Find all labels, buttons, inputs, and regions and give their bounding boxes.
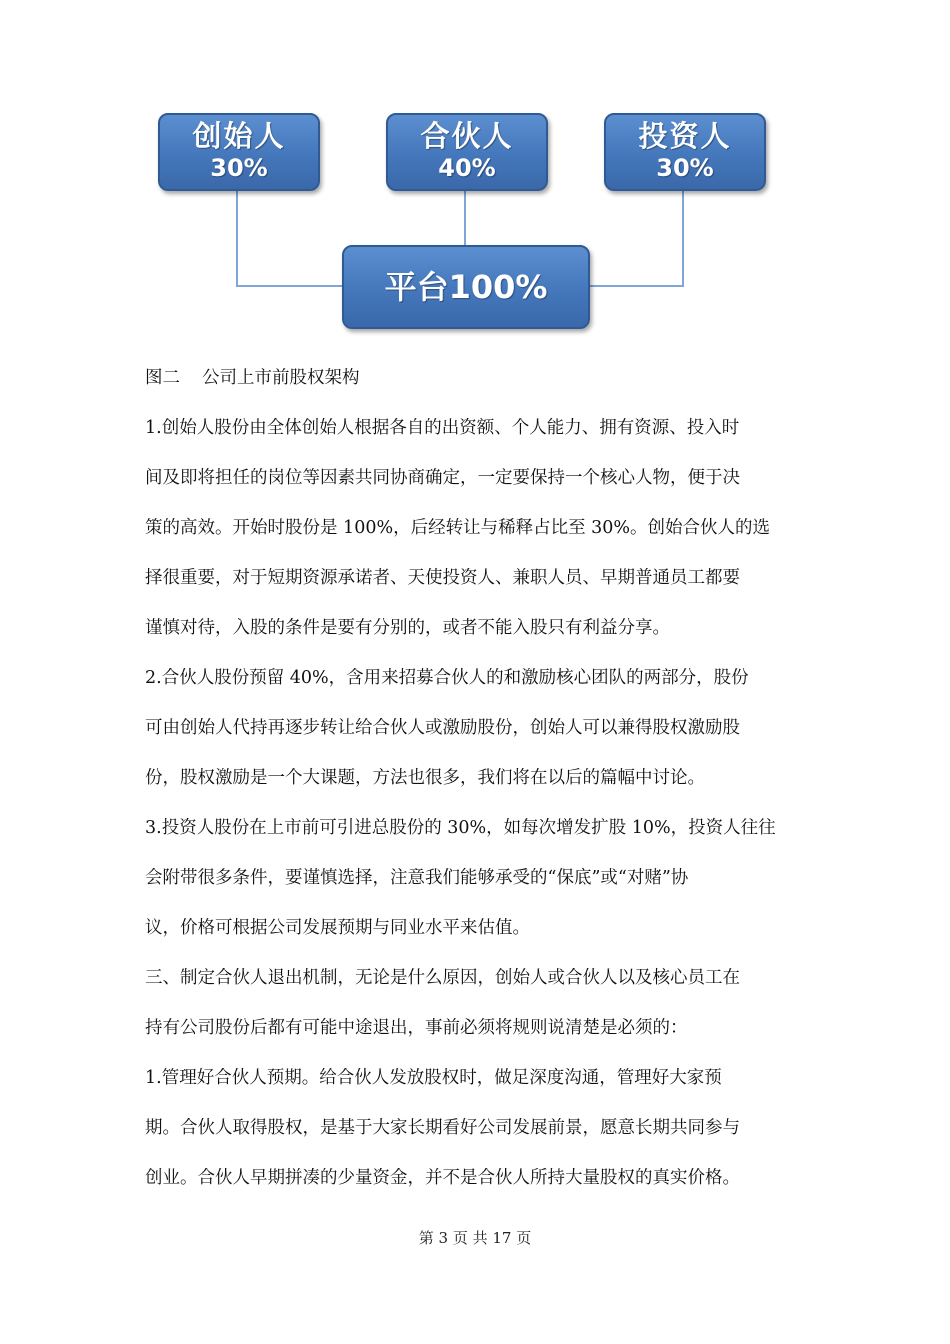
- text-line: 2.合伙人股份预留 40%，含用来招募合伙人的和激励核心团队的两部分，股份: [145, 668, 749, 688]
- partner-name: 合伙人: [420, 119, 514, 153]
- text-line: 可由创始人代持再逐步转让给合伙人或激励股份，创始人可以兼得股权激励股: [145, 718, 740, 738]
- figure-number: 图二: [145, 368, 180, 388]
- founder-connector: [237, 188, 342, 286]
- partner-percent: 40%: [438, 154, 496, 182]
- text-line: 谨慎对待，入股的条件是要有分别的，或者不能入股只有利益分享。: [145, 618, 670, 638]
- text-line: 三、制定合伙人退出机制，无论是什么原因，创始人或合伙人以及核心员工在: [145, 968, 740, 988]
- figure-caption: [145, 353, 360, 403]
- text-line: 持有公司股份后都有可能中途退出，事前必须将规则说清楚是必须的：: [145, 1018, 688, 1038]
- text-line: 期。合伙人取得股权，是基于大家长期看好公司发展前景，愿意长期共同参与: [145, 1118, 740, 1138]
- text-line: 3.投资人股份在上市前可引进总股份的 30%，如每次增发扩股 10%，投资人往往: [145, 818, 776, 838]
- founder-box: [158, 113, 320, 191]
- figure-title: 公司上市前股权架构: [202, 368, 360, 388]
- text-line: 策的高效。开始时股份是 100%，后经转让与稀释占比至 30%。创始合伙人的选: [145, 518, 771, 538]
- page-footer: 第 3 页 共 17 页: [418, 1229, 532, 1247]
- investor-connector: [586, 188, 683, 286]
- text-line: 1.创始人股份由全体创始人根据各自的出资额、个人能力、拥有资源、投入时: [145, 418, 740, 438]
- text-line: 议，价格可根据公司发展预期与同业水平来估值。: [145, 918, 530, 938]
- investor-box: [604, 113, 766, 191]
- investor-percent: 30%: [656, 154, 714, 182]
- investor-name: 投资人: [638, 119, 732, 153]
- platform-box: [342, 245, 590, 329]
- text-line: 择很重要，对于短期资源承诺者、天使投资人、兼职人员、早期普通员工都要: [145, 568, 740, 588]
- founder-percent: 30%: [210, 154, 268, 182]
- body-text: [145, 403, 825, 1203]
- platform-label: 平台100%: [384, 268, 548, 306]
- equity-structure-diagram: [0, 0, 950, 340]
- text-line: 会附带很多条件，要谨慎选择，注意我们能够承受的“保底”或“对赌”协: [145, 868, 689, 888]
- text-line: 创业。合伙人早期拼凑的少量资金，并不是合伙人所持大量股权的真实价格。: [145, 1168, 740, 1188]
- text-line: 份，股权激励是一个大课题，方法也很多，我们将在以后的篇幅中讨论。: [145, 768, 705, 788]
- text-line: 1.管理好合伙人预期。给合伙人发放股权时，做足深度沟通，管理好大家预: [145, 1068, 722, 1088]
- text-line: 间及即将担任的岗位等因素共同协商确定，一定要保持一个核心人物，便于决: [145, 468, 740, 488]
- founder-name: 创始人: [192, 119, 286, 153]
- partner-box: [386, 113, 548, 191]
